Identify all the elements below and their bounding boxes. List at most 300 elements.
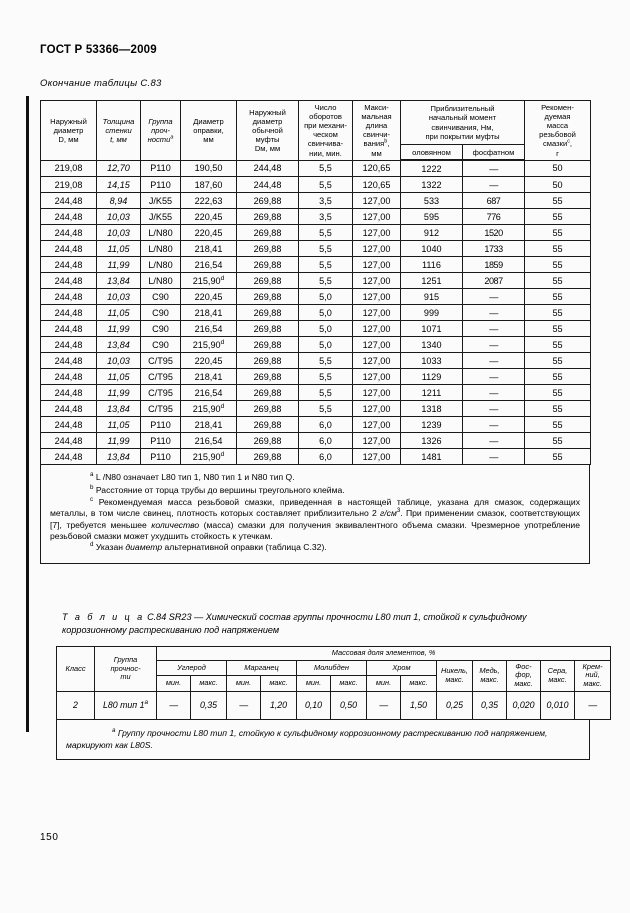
footnote-ref-d: d [220, 338, 225, 346]
cell-mn-min: — [227, 691, 261, 719]
table-row [41, 417, 591, 433]
cell-outer-diameter: 244,48 [41, 337, 97, 353]
cell-grease-mass: 55 [525, 433, 591, 449]
cell-mandrel-diameter: 220,45 [181, 353, 237, 369]
cell-outer-diameter: 244,48 [41, 353, 97, 369]
cell-max-length: 127,00 [353, 209, 401, 225]
cell-max-length: 127,00 [353, 337, 401, 353]
cell-wall-thickness: 13,84 [97, 449, 141, 465]
note-d-text-part2: альтернативной оправки (таблица С.32). [162, 542, 327, 553]
cell-wall-thickness: 11,05 [97, 369, 141, 385]
note-c-unit: г/см [380, 508, 397, 519]
cell-max-length: 127,00 [353, 273, 401, 289]
th-strength-group-c84: Группа прочнос- ти [95, 646, 157, 691]
cell-strength-group: C90 [141, 321, 181, 337]
cell-turns: 3,5 [299, 193, 353, 209]
page-number: 150 [40, 832, 59, 843]
cell-outer-diameter: 244,48 [41, 321, 97, 337]
cell-max-length: 127,00 [353, 305, 401, 321]
th-manganese: Марганец [227, 660, 297, 676]
table-row [41, 433, 591, 449]
cell-strength-group: L/N80 [141, 241, 181, 257]
cell-grease-mass: 55 [525, 209, 591, 225]
th-carbon-min: мин. [157, 676, 191, 692]
cell-turns: 5,5 [299, 257, 353, 273]
table-row [41, 385, 591, 401]
cell-mo-max: 0,50 [331, 691, 367, 719]
cell-mandrel-diameter: 187,60 [181, 177, 237, 193]
cell-mandrel-diameter: 218,41 [181, 417, 237, 433]
cell-turns: 5,5 [299, 160, 353, 177]
table-row [41, 305, 591, 321]
cell-turns: 3,5 [299, 209, 353, 225]
cell-turns: 5,5 [299, 177, 353, 193]
cell-max-length: 127,00 [353, 225, 401, 241]
th-max-makeup-length: Макси- мальная длина свинчи- вания$^b$, мм [353, 101, 401, 161]
th-molybdenum-max: макс. [331, 676, 367, 692]
cell-torque-phosphate: — [463, 305, 525, 321]
cell-mandrel-diameter: 222,63 [181, 193, 237, 209]
cell-mn-max: 1,20 [261, 691, 297, 719]
table-row [41, 257, 591, 273]
th-silicon: Крем- ний, макс. [575, 660, 611, 691]
th-molybdenum-min: мин. [297, 676, 331, 692]
cell-grease-mass: 55 [525, 225, 591, 241]
cell-coupling-od: 269,88 [237, 321, 299, 337]
cell-wall-thickness: 13,84 [97, 337, 141, 353]
table-c84-head [57, 646, 611, 691]
cell-turns: 5,5 [299, 353, 353, 369]
cell-grease-mass: 55 [525, 337, 591, 353]
cell-coupling-od: 269,88 [237, 417, 299, 433]
cell-outer-diameter: 244,48 [41, 401, 97, 417]
cell-torque-phosphate: — [463, 353, 525, 369]
cell-outer-diameter: 244,48 [41, 449, 97, 465]
table-c84-section [40, 611, 603, 760]
cell-strength-group: J/K55 [141, 209, 181, 225]
note-c-text-part2: . При применении смазок, соответствующих [7], требуется меньшее [50, 508, 580, 530]
cell-torque-phosphate: — [463, 449, 525, 465]
cell-torque-phosphate: — [463, 160, 525, 177]
cell-max-length: 127,00 [353, 401, 401, 417]
cell-wall-thickness: 13,84 [97, 273, 141, 289]
cell-strength-group: C90 [141, 289, 181, 305]
cell-mandrel-diameter: 216,54 [181, 257, 237, 273]
cell-torque-tin: 595 [401, 209, 463, 225]
cell-torque-phosphate: — [463, 385, 525, 401]
note-d-text-part1: Указан [95, 542, 126, 553]
cell-max-length: 127,00 [353, 369, 401, 385]
cell-torque-phosphate: — [463, 337, 525, 353]
cell-max-length: 127,00 [353, 433, 401, 449]
table-c83-head [41, 101, 591, 161]
cell-strength-group: L/N80 [141, 273, 181, 289]
cell-strength-group: P110 [141, 177, 181, 193]
table-c83-notes [40, 465, 590, 563]
cell-grease-mass: 55 [525, 353, 591, 369]
cell-wall-thickness: 14,15 [97, 177, 141, 193]
cell-c-max: 0,35 [191, 691, 227, 719]
cell-mandrel-diameter: 216,54 [181, 385, 237, 401]
cell-mandrel-diameter: 216,54 [181, 433, 237, 449]
cell-wall-thickness: 11,05 [97, 417, 141, 433]
cell-torque-phosphate: — [463, 177, 525, 193]
cell-coupling-od: 269,88 [237, 353, 299, 369]
note-mark-b: b [90, 483, 94, 491]
th-nickel: Никель, макс. [437, 660, 473, 691]
cell-torque-tin: 999 [401, 305, 463, 321]
cell-si-max: — [575, 691, 611, 719]
note-c-text-part3: (масса) смазки для получения эквивалентного объема смазки. Чрезмерное употребление резьбовой смазки может ухудшить стойкость к утечкам. [50, 519, 580, 541]
cell-ni-max: 0,25 [437, 691, 473, 719]
cell-torque-phosphate: — [463, 401, 525, 417]
th-phosphorus: Фос- фор, макс. [507, 660, 541, 691]
table-c84-body [57, 691, 611, 719]
cell-turns: 5,0 [299, 305, 353, 321]
cell-outer-diameter: 244,48 [41, 273, 97, 289]
cell-coupling-od: 269,88 [237, 305, 299, 321]
cell-outer-diameter: 244,48 [41, 305, 97, 321]
cell-max-length: 127,00 [353, 193, 401, 209]
note-a-c84-text: Группу прочности L80 тип 1, стойкую к сульфидному коррозионному растрескиванию под напряжением, маркируют как L80S. [66, 727, 548, 750]
th-molybdenum: Молибден [297, 660, 367, 676]
cell-torque-tin: 1071 [401, 321, 463, 337]
cell-strength-group: L80 тип 1$^a$ [95, 691, 157, 719]
cell-coupling-od: 269,88 [237, 385, 299, 401]
table-c84-caption-text: Химический состав группы прочности L80 тип 1, стойкой к сульфидному коррозионному растрескиванию под напряжением [62, 611, 527, 635]
cell-torque-phosphate: 687 [463, 193, 525, 209]
table-row [41, 321, 591, 337]
th-chromium-min: мин. [367, 676, 401, 692]
th-sulfur: Сера, макс. [541, 660, 575, 691]
cell-max-length: 127,00 [353, 241, 401, 257]
table-c84-header-row-1 [57, 646, 611, 660]
cell-torque-tin: 1211 [401, 385, 463, 401]
note-c-text-part1: Рекомендуемая масса резьбовой смазки, приведенная в настоящей таблице, указана для смазок, содержащих металлы, в том числе свинец, плотность которых составляет приблизительно 2 [50, 496, 580, 519]
cell-torque-phosphate: — [463, 433, 525, 449]
note-a-text: L /N80 означает L80 тип 1, N80 тип 1 и N80 тип Q. [95, 472, 295, 483]
cell-strength-group: L/N80 [141, 225, 181, 241]
cell-torque-tin: 1481 [401, 449, 463, 465]
cell-strength-group: C/T95 [141, 385, 181, 401]
note-mark-d: d [90, 541, 94, 549]
cell-grease-mass: 55 [525, 385, 591, 401]
cell-coupling-od: 269,88 [237, 257, 299, 273]
table-c84-caption [40, 611, 590, 637]
table-c83-body [41, 160, 591, 465]
cell-outer-diameter: 244,48 [41, 289, 97, 305]
table-row [57, 691, 611, 719]
cell-coupling-od: 244,48 [237, 177, 299, 193]
note-c [50, 497, 580, 542]
cell-outer-diameter: 244,48 [41, 385, 97, 401]
cell-mandrel-diameter: 215,90$^d$ [181, 449, 237, 465]
table-c84-notes [56, 720, 590, 760]
cell-torque-tin: 1251 [401, 273, 463, 289]
cell-strength-group: C/T95 [141, 369, 181, 385]
cell-cu-max: 0,35 [473, 691, 507, 719]
cell-max-length: 127,00 [353, 353, 401, 369]
cell-strength-group: P110 [141, 160, 181, 177]
cell-wall-thickness: 13,84 [97, 401, 141, 417]
cell-outer-diameter: 244,48 [41, 417, 97, 433]
th-makeup-torque-group: Приблизительный начальный момент свинчивания, Нм, при покрытии муфты [401, 101, 525, 145]
cell-torque-phosphate: 1859 [463, 257, 525, 273]
th-torque-phosphate-coating: фосфатном [463, 145, 525, 161]
cell-turns: 5,0 [299, 321, 353, 337]
cell-grease-mass: 55 [525, 369, 591, 385]
cell-torque-tin: 1033 [401, 353, 463, 369]
cell-coupling-od: 269,88 [237, 209, 299, 225]
cell-wall-thickness: 12,70 [97, 160, 141, 177]
cell-wall-thickness: 11,99 [97, 385, 141, 401]
table-row [41, 209, 591, 225]
cell-coupling-od: 269,88 [237, 401, 299, 417]
cell-torque-tin: 915 [401, 289, 463, 305]
footnote-ref-b: b [384, 138, 388, 145]
cell-coupling-od: 269,88 [237, 289, 299, 305]
cell-torque-phosphate: 776 [463, 209, 525, 225]
cell-mandrel-diameter: 220,45 [181, 209, 237, 225]
cell-mandrel-diameter: 220,45 [181, 289, 237, 305]
cell-strength-group: C90 [141, 305, 181, 321]
cell-coupling-od: 269,88 [237, 337, 299, 353]
th-manganese-max: макс. [261, 676, 297, 692]
table-row [41, 289, 591, 305]
cell-torque-tin: 1340 [401, 337, 463, 353]
cell-wall-thickness: 8,94 [97, 193, 141, 209]
footnote-ref-d: d [220, 450, 225, 458]
cell-mandrel-diameter: 215,90$^d$ [181, 401, 237, 417]
cell-max-length: 127,00 [353, 449, 401, 465]
cell-c-min: — [157, 691, 191, 719]
cell-wall-thickness: 11,99 [97, 433, 141, 449]
footnote-ref-c: c [567, 138, 570, 145]
cell-strength-group: P110 [141, 417, 181, 433]
change-marker-bar [26, 96, 29, 732]
th-class: Класс [57, 646, 95, 691]
cell-wall-thickness: 10,03 [97, 353, 141, 369]
cell-turns: 6,0 [299, 417, 353, 433]
table-c83-continuation-caption: Окончание таблицы С.83 [40, 78, 162, 89]
cell-turns: 5,0 [299, 289, 353, 305]
cell-max-length: 127,00 [353, 321, 401, 337]
cell-outer-diameter: 244,48 [41, 257, 97, 273]
cell-turns: 6,0 [299, 433, 353, 449]
table-row [41, 160, 591, 177]
cell-mandrel-diameter: 190,50 [181, 160, 237, 177]
cell-max-length: 120,65 [353, 177, 401, 193]
table-row [41, 273, 591, 289]
cell-torque-phosphate: 1520 [463, 225, 525, 241]
note-a-c84 [66, 727, 580, 751]
cell-torque-tin: 1222 [401, 160, 463, 177]
cell-mandrel-diameter: 215,90$^d$ [181, 337, 237, 353]
cell-turns: 5,5 [299, 369, 353, 385]
cell-strength-group: L/N80 [141, 257, 181, 273]
cell-coupling-od: 269,88 [237, 273, 299, 289]
cell-coupling-od: 244,48 [237, 160, 299, 177]
th-turns-count: Число оборотов при механи- ческом свинчива- нии, мин. [299, 101, 353, 161]
cell-mandrel-diameter: 220,45 [181, 225, 237, 241]
table-row [41, 193, 591, 209]
cell-torque-tin: 1129 [401, 369, 463, 385]
note-c-unit-exp: 3 [396, 507, 401, 515]
cell-wall-thickness: 11,05 [97, 305, 141, 321]
note-b-text: Расстояние от торца трубы до вершины треугольного клейма. [95, 484, 345, 495]
table-row [41, 369, 591, 385]
cell-torque-tin: 912 [401, 225, 463, 241]
cell-class: 2 [57, 691, 95, 719]
cell-torque-phosphate: — [463, 369, 525, 385]
th-outer-diameter: Наружный диаметр D, мм [41, 101, 97, 161]
cell-mandrel-diameter: 218,41 [181, 305, 237, 321]
cell-wall-thickness: 10,03 [97, 209, 141, 225]
note-c-emph: количество [151, 519, 200, 530]
cell-strength-group: J/K55 [141, 193, 181, 209]
cell-mo-min: 0,10 [297, 691, 331, 719]
cell-torque-phosphate: — [463, 289, 525, 305]
th-carbon-max: макс. [191, 676, 227, 692]
th-torque-tin-coating: оловянном [401, 145, 463, 161]
th-wall-thickness: Толщина стенки t, мм [97, 101, 141, 161]
cell-grease-mass: 55 [525, 193, 591, 209]
cell-torque-tin: 1318 [401, 401, 463, 417]
th-chromium: Хром [367, 660, 437, 676]
cell-max-length: 127,00 [353, 417, 401, 433]
cell-torque-tin: 533 [401, 193, 463, 209]
note-a [50, 472, 580, 483]
cell-torque-tin: 1322 [401, 177, 463, 193]
cell-strength-group: C90 [141, 337, 181, 353]
table-row [41, 225, 591, 241]
note-d-emph: диаметр [125, 542, 163, 553]
cell-turns: 5,0 [299, 337, 353, 353]
cell-torque-tin: 1116 [401, 257, 463, 273]
cell-torque-phosphate: 1733 [463, 241, 525, 257]
cell-coupling-od: 269,88 [237, 369, 299, 385]
table-c83-header-row-1 [41, 101, 591, 145]
table-row [41, 353, 591, 369]
cell-grease-mass: 55 [525, 289, 591, 305]
cell-mandrel-diameter: 215,90$^d$ [181, 273, 237, 289]
cell-cr-max: 1,50 [401, 691, 437, 719]
th-grease-mass: Рекомен- дуемая масса резьбовой смазки$^c$, г [525, 101, 591, 161]
note-b [50, 485, 580, 496]
cell-wall-thickness: 10,03 [97, 289, 141, 305]
cell-coupling-od: 269,88 [237, 433, 299, 449]
table-row [41, 449, 591, 465]
table-c84 [56, 646, 611, 720]
table-c84-caption-dash: — [194, 611, 204, 622]
cell-strength-group: P110 [141, 433, 181, 449]
cell-coupling-od: 269,88 [237, 449, 299, 465]
cell-torque-phosphate: 2087 [463, 273, 525, 289]
cell-grease-mass: 50 [525, 177, 591, 193]
footnote-ref-a-c84: a [144, 699, 149, 707]
cell-outer-diameter: 244,48 [41, 193, 97, 209]
cell-torque-tin: 1239 [401, 417, 463, 433]
table-row [41, 177, 591, 193]
cell-coupling-od: 269,88 [237, 193, 299, 209]
th-mass-fraction: Массовая доля элементов, % [157, 646, 611, 660]
note-d [50, 542, 580, 553]
cell-max-length: 127,00 [353, 385, 401, 401]
cell-grease-mass: 50 [525, 160, 591, 177]
cell-torque-phosphate: — [463, 417, 525, 433]
cell-s-max: 0,010 [541, 691, 575, 719]
cell-wall-thickness: 11,05 [97, 241, 141, 257]
table-row [41, 401, 591, 417]
table-c84-caption-number: С.84 SR23 [147, 611, 192, 622]
cell-grease-mass: 55 [525, 417, 591, 433]
th-strength-group: Группа проч- ности$^a$ [141, 101, 181, 161]
th-mandrel-diameter: Диаметр оправки, мм [181, 101, 237, 161]
cell-wall-thickness: 11,99 [97, 257, 141, 273]
table-row [41, 337, 591, 353]
cell-p-max: 0,020 [507, 691, 541, 719]
footnote-ref-a: a [170, 134, 174, 141]
footnote-ref-d: d [220, 274, 225, 282]
footnote-ref-d: d [220, 402, 225, 410]
cell-outer-diameter: 219,08 [41, 177, 97, 193]
cell-torque-tin: 1326 [401, 433, 463, 449]
cell-wall-thickness: 10,03 [97, 225, 141, 241]
cell-outer-diameter: 244,48 [41, 209, 97, 225]
cell-max-length: 127,00 [353, 257, 401, 273]
standard-header: ГОСТ Р 53366—2009 [40, 44, 157, 56]
cell-max-length: 127,00 [353, 289, 401, 305]
cell-grease-mass: 55 [525, 241, 591, 257]
cell-torque-phosphate: — [463, 321, 525, 337]
cell-turns: 5,5 [299, 273, 353, 289]
cell-turns: 5,5 [299, 225, 353, 241]
th-carbon: Углерод [157, 660, 227, 676]
note-mark-c: c [90, 495, 94, 503]
note-mark-a: a [90, 471, 94, 479]
cell-grease-mass: 55 [525, 257, 591, 273]
th-copper: Медь, макс. [473, 660, 507, 691]
cell-grease-mass: 55 [525, 321, 591, 337]
cell-outer-diameter: 219,08 [41, 160, 97, 177]
cell-turns: 5,5 [299, 385, 353, 401]
cell-torque-tin: 1040 [401, 241, 463, 257]
cell-grease-mass: 55 [525, 305, 591, 321]
cell-cr-min: — [367, 691, 401, 719]
th-manganese-min: мин. [227, 676, 261, 692]
cell-coupling-od: 269,88 [237, 241, 299, 257]
cell-outer-diameter: 244,48 [41, 433, 97, 449]
cell-grease-mass: 55 [525, 273, 591, 289]
cell-turns: 6,0 [299, 449, 353, 465]
cell-grease-mass: 55 [525, 401, 591, 417]
cell-strength-group: P110 [141, 449, 181, 465]
cell-coupling-od: 269,88 [237, 225, 299, 241]
cell-mandrel-diameter: 216,54 [181, 321, 237, 337]
th-coupling-outer-diameter: Наружный диаметр обычной муфты Dм, мм [237, 101, 299, 161]
cell-mandrel-diameter: 218,41 [181, 241, 237, 257]
table-c84-caption-label: Т а б л и ц а [62, 611, 145, 622]
table-c83 [40, 100, 591, 465]
cell-max-length: 120,65 [353, 160, 401, 177]
cell-strength-group: C/T95 [141, 401, 181, 417]
table-row [41, 241, 591, 257]
cell-outer-diameter: 244,48 [41, 369, 97, 385]
th-chromium-max: макс. [401, 676, 437, 692]
cell-outer-diameter: 244,48 [41, 225, 97, 241]
cell-turns: 5,5 [299, 401, 353, 417]
cell-outer-diameter: 244,48 [41, 241, 97, 257]
